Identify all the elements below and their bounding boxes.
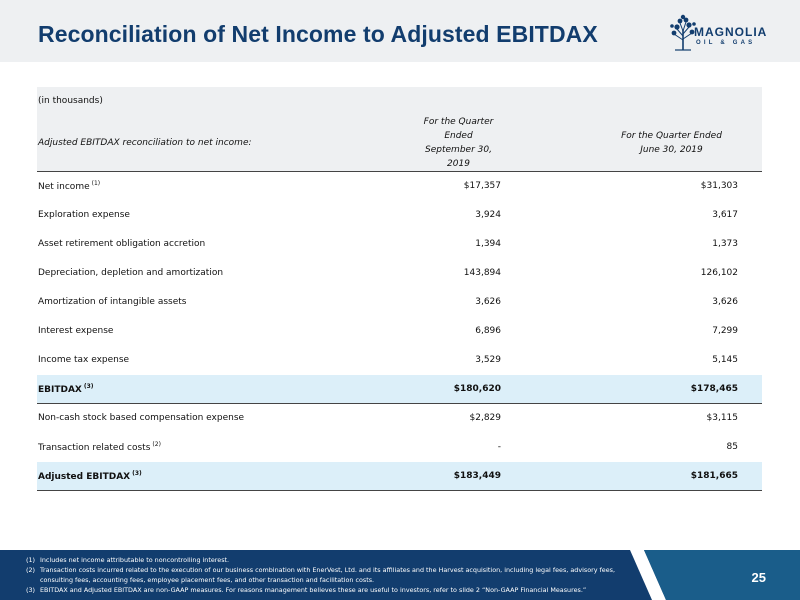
value-q2: 1,373 <box>501 230 762 259</box>
value-q2: 3,626 <box>501 288 762 317</box>
total-row <box>37 462 762 491</box>
table-row <box>37 288 762 317</box>
table-row <box>37 230 762 259</box>
value-q3: 3,529 <box>356 346 501 375</box>
column-header-q3-line1: For the Quarter Ended <box>423 117 494 141</box>
value-q3: 143,894 <box>356 259 501 288</box>
header-row <box>37 115 762 172</box>
table-row <box>37 172 762 201</box>
subtotal-row <box>37 375 762 404</box>
table-row <box>37 259 762 288</box>
column-header-q2-line2: June 30, 2019 <box>640 145 703 155</box>
table-row <box>37 404 762 433</box>
row-label: Non-cash stock based compensation expense <box>37 404 356 433</box>
row-label: Income tax expense <box>37 346 356 375</box>
footnote-number: (2) <box>26 566 36 574</box>
row-label: Amortization of intangible assets <box>37 288 356 317</box>
column-header-q2-line1: For the Quarter Ended <box>621 131 722 141</box>
value-q3: $180,620 <box>356 375 501 404</box>
footnote <box>26 555 636 565</box>
row-label: Depreciation, depletion and amortization <box>37 259 356 288</box>
value-q2: 126,102 <box>501 259 762 288</box>
value-q2: 7,299 <box>501 317 762 346</box>
reconciliation-table <box>37 87 762 491</box>
row-label: EBITDAX <box>38 385 82 395</box>
value-q3: 3,626 <box>356 288 501 317</box>
page-number: 25 <box>751 570 766 585</box>
footnotes <box>26 555 636 595</box>
value-q3: 1,394 <box>356 230 501 259</box>
header-label: Adjusted EBITDAX reconciliation to net income: <box>37 115 356 172</box>
units-label: (in thousands) <box>37 87 356 115</box>
value-q3: $183,449 <box>356 462 501 491</box>
page-title: Reconciliation of Net Income to Adjusted EBITDAX <box>38 21 598 47</box>
footnote-ref: (1) <box>91 180 101 187</box>
logo-name: MAGNOLIA <box>694 25 768 39</box>
footnote-ref: (2) <box>152 441 161 448</box>
column-header-q3-line2: September 30, 2019 <box>425 145 492 169</box>
row-label: Interest expense <box>37 317 356 346</box>
row-label: Transaction related costs <box>38 443 151 453</box>
footnote-number: (3) <box>26 586 36 594</box>
footnote-ref: (3) <box>83 383 94 390</box>
table-row <box>37 201 762 230</box>
footnote-text: Transaction costs incurred related to the execution of our business combination with EnerVest, Ltd. and its affiliates and the Harvest acquisition, including legal fees, advisory fees, consulting fees, accounting fees, employee placement fees, and other transaction and facilitation costs. <box>40 566 616 584</box>
row-label: Asset retirement obligation accretion <box>37 230 356 259</box>
table-row <box>37 317 762 346</box>
table-row <box>37 433 762 462</box>
value-q2: $31,303 <box>501 172 762 201</box>
value-q2: $178,465 <box>501 375 762 404</box>
value-q3: 3,924 <box>356 201 501 230</box>
table-row <box>37 346 762 375</box>
value-q2: $3,115 <box>501 404 762 433</box>
value-q3: - <box>356 433 501 462</box>
column-header-q2 <box>501 115 762 172</box>
logo-subtitle: OIL & GAS <box>696 40 756 46</box>
company-logo <box>668 12 776 52</box>
units-row <box>37 87 762 115</box>
footnote <box>26 585 636 595</box>
row-label: Adjusted EBITDAX <box>38 472 131 482</box>
value-q3: 6,896 <box>356 317 501 346</box>
footnote-text: EBITDAX and Adjusted EBITDAX are non-GAAP measures. For reasons management believes these are useful to investors, refer to slide 2 “Non-GAAP Financial Measures.” <box>40 586 587 594</box>
row-label: Exploration expense <box>37 201 356 230</box>
row-label: Net income <box>38 182 90 192</box>
value-q2: 5,145 <box>501 346 762 375</box>
footnote-number: (1) <box>26 556 36 564</box>
value-q3: $17,357 <box>356 172 501 201</box>
footnote-ref: (3) <box>132 470 142 477</box>
column-header-q3 <box>356 115 501 172</box>
value-q2: 3,617 <box>501 201 762 230</box>
value-q2: 85 <box>501 433 762 462</box>
footnote <box>26 565 636 585</box>
value-q2: $181,665 <box>501 462 762 491</box>
value-q3: $2,829 <box>356 404 501 433</box>
footnote-text: Includes net income attributable to noncontrolling interest. <box>40 556 230 564</box>
